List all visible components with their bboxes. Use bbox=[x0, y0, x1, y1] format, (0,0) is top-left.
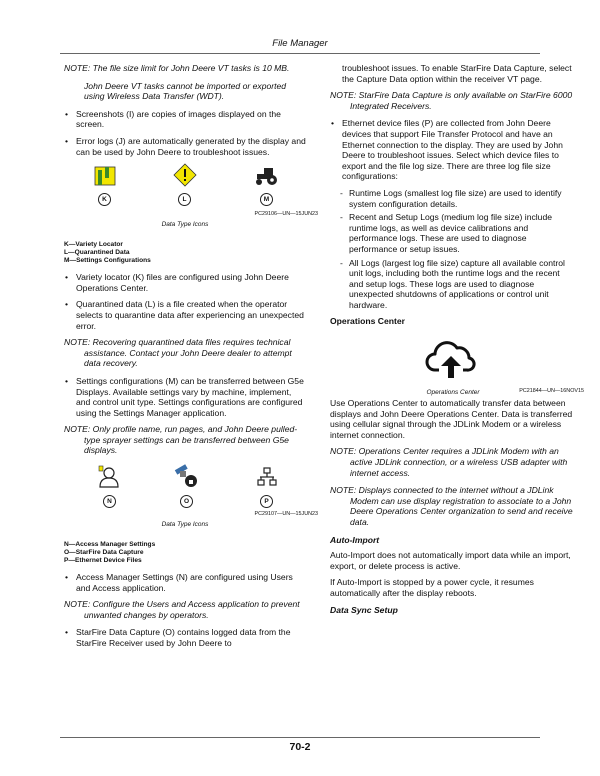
figure-ref: PC29106—UN—15JUN23 bbox=[254, 211, 318, 218]
heading-data-sync-setup: Data Sync Setup bbox=[330, 604, 398, 615]
note-users-access: NOTE: Configure the Users and Access application to prevent unwanted changes by operators. bbox=[64, 599, 300, 620]
heading-auto-import: Auto-Import bbox=[330, 534, 380, 545]
starfire-capture-icon bbox=[172, 463, 200, 489]
bullet-error-logs: • Error logs (J) are automatically generated by the display and can be used by John Deere to troubleshoot issues. bbox=[64, 136, 306, 157]
letter-l: L bbox=[178, 193, 191, 206]
tractor-icon bbox=[254, 166, 280, 186]
note-profile: NOTE: Only profile name, run pages, and John Deere pulled-type sprayer settings can be transferred between G5e displays. bbox=[64, 424, 298, 456]
operations-center-text: Use Operations Center to automatically transfer data between displays and John Deere Operations Center. Data is transferred using cellular signal through the JDLink Modem or a wireless internet connection. bbox=[330, 398, 573, 440]
cloud-upload-icon bbox=[425, 338, 477, 378]
letter-p: P bbox=[260, 495, 273, 508]
header-rule bbox=[60, 53, 540, 54]
dash-runtime-logs: - Runtime Logs (smallest log file size) are used to identify system configuration details. bbox=[330, 188, 576, 209]
bullet-quarantined: • Quarantined data (L) is a file created when the operator selects to quarantine data after experiencing an unexpected error. bbox=[64, 299, 306, 331]
legend-item: O—StarFire Data Capture bbox=[64, 549, 144, 557]
auto-import-text-2: If Auto-Import is stopped by a power cycle, it resumes automatically after the display reboots. bbox=[330, 577, 534, 598]
bullet-access-manager: • Access Manager Settings (N) are configured using Users and Access application. bbox=[64, 572, 306, 593]
letter-m: M bbox=[260, 193, 273, 206]
figure-ref: PC29107—UN—15JUN23 bbox=[254, 511, 318, 518]
dash-all-logs: - All Logs (largest log file size) capture all available control unit logs, including both the runtime logs and the recent and setup logs. These logs are used to diagnose unexpected shutdowns of applications or control unit hardware. bbox=[330, 258, 576, 311]
bullet-starfire: • StarFire Data Capture (O) contains logged data from the StarFire Receiver used by John Deere to bbox=[64, 627, 306, 648]
bullet-settings: • Settings configurations (M) can be transferred between G5e Displays. Available settings vary by machine, implement, and control unit type. Settings configurations are configured using the Settings Manager application. bbox=[64, 376, 306, 418]
legend-item: K—Variety Locator bbox=[64, 241, 123, 249]
page-number: 70-2 bbox=[289, 741, 311, 753]
legend-item: M—Settings Configurations bbox=[64, 257, 151, 265]
letter-o: O bbox=[180, 495, 193, 508]
right-column bbox=[330, 63, 584, 620]
left-column bbox=[64, 63, 318, 655]
auto-import-text-1: Auto-Import does not automatically import data while an import, export, or delete process is active. bbox=[330, 550, 571, 571]
legend-item: L—Quarantined Data bbox=[64, 249, 130, 257]
figure-caption: Operations Center bbox=[426, 389, 480, 397]
page-header: File Manager bbox=[272, 38, 328, 49]
data-type-icons-figure-1 bbox=[64, 163, 318, 235]
note-file-size: NOTE: The file size limit for John Deere VT tasks is 10 MB. bbox=[64, 63, 290, 73]
quarantined-data-icon bbox=[173, 163, 197, 187]
letter-k: K bbox=[98, 193, 111, 206]
access-manager-icon bbox=[98, 465, 120, 489]
bullet-ethernet: • Ethernet device files (P) are collected from John Deere devices that support File Transfer Protocol and have an Ethernet connection to the display. They are used by John Deere to troubleshoot issues. Select which device files to export and the file log size. There are three log file size configurations: bbox=[330, 118, 576, 182]
legend-item: P—Ethernet Device Files bbox=[64, 557, 142, 565]
operations-center-figure bbox=[330, 332, 584, 397]
legend-2 bbox=[64, 541, 306, 565]
footer-rule bbox=[60, 737, 540, 738]
legend-1 bbox=[64, 241, 306, 265]
variety-locator-icon bbox=[94, 165, 116, 187]
figure-ref: PC21844—UN—16NOV15 bbox=[519, 388, 584, 395]
note-starfire-6000: NOTE: StarFire Data Capture is only available on StarFire 6000 Integrated Receivers. bbox=[330, 90, 573, 111]
note-vt-tasks: John Deere VT tasks cannot be imported or exported using Wireless Data Transfer (WDT). bbox=[84, 80, 287, 102]
note-recovering: NOTE: Recovering quarantined data files requires technical assistance. Contact your John Deere dealer to attempt data recovery. bbox=[64, 337, 292, 369]
figure-caption: Data Type Icons bbox=[161, 221, 209, 229]
heading-operations-center: Operations Center bbox=[330, 316, 405, 327]
bullet-variety-locator: • Variety locator (K) files are configured using John Deere Operations Center. bbox=[64, 272, 306, 293]
bullet-screenshots: • Screenshots (I) are copies of images displayed on the screen. bbox=[64, 109, 306, 130]
figure-caption: Data Type Icons bbox=[161, 521, 209, 529]
starfire-continuation: troubleshoot issues. To enable StarFire Data Capture, select the Capture Data option within the receiver VT page. bbox=[342, 63, 572, 84]
ethernet-icon bbox=[257, 467, 277, 487]
dash-recent-setup-logs: - Recent and Setup Logs (medium log file size) include runtime logs, as well as device calibrations and performance logs. These are used to diagnose performance or setup issues. bbox=[330, 212, 576, 254]
legend-item: N—Access Manager Settings bbox=[64, 541, 156, 549]
note-jdlink-modem: NOTE: Operations Center requires a JDLink Modem with an active JDLink connection, or a wireless USB adapter with internet access. bbox=[330, 446, 568, 478]
letter-n: N bbox=[103, 495, 116, 508]
note-display-registration: NOTE: Displays connected to the internet without a JDLink Modem can use display registration to associate to a John Deere Operations Center organization to send and receive data. bbox=[330, 485, 573, 527]
data-type-icons-figure-2 bbox=[64, 463, 318, 535]
